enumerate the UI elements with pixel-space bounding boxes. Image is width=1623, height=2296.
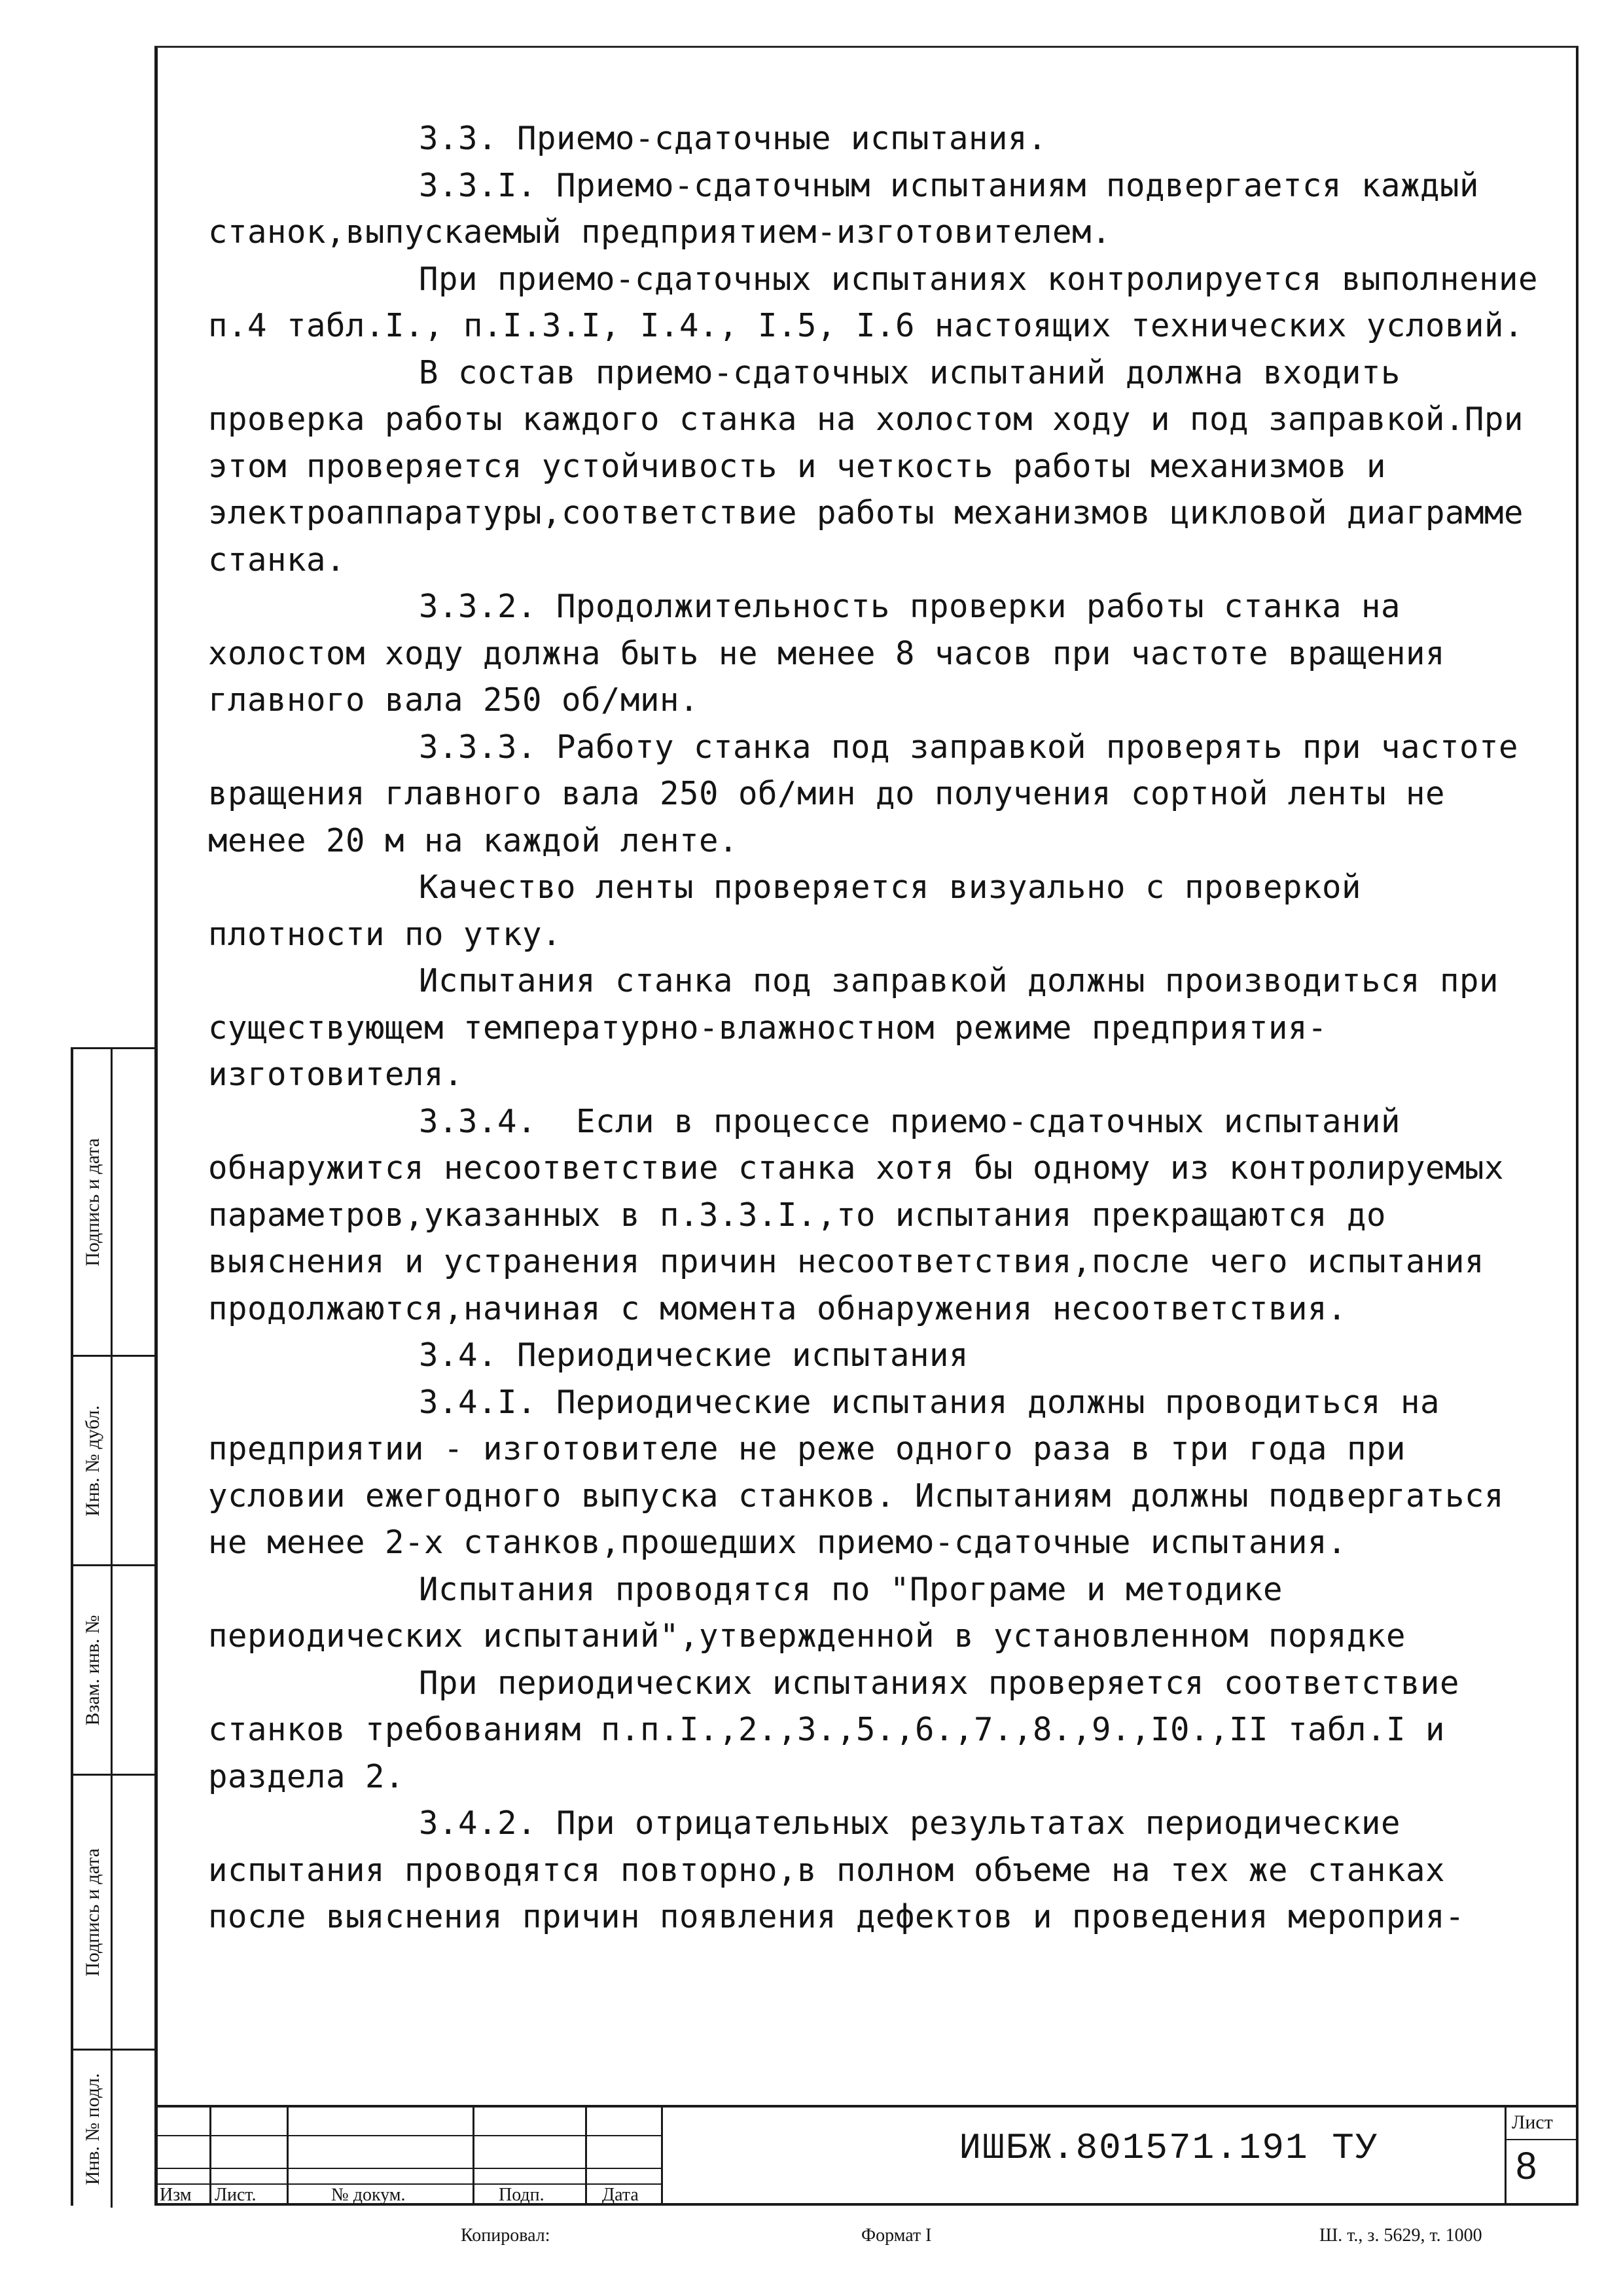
col-label-change: Изм (160, 2185, 192, 2205)
side-cell-orig-inv (73, 2051, 154, 2208)
paragraph: 3.3.2. Продолжительность проверки работы станка на холостом ходу должна быть не менее 8 часов при частоте вращения главного вала 250 об/мин. (208, 588, 1465, 719)
col-label-date: Дата (602, 2185, 639, 2205)
sheet-box (1505, 2108, 1578, 2203)
footer-format: Формат I (861, 2225, 932, 2246)
paragraph: В состав приемо-сдаточных испытаний должна входить проверка работы каждого станка на холостом ходу и под заправкой.При этом проверяется устойчивость и четкость работы механизмов и электроаппаратуры,соответствие работы механизмов цикловой диаграмме станка. (208, 353, 1544, 579)
document-code: ИШБЖ.801571.191 ТУ (959, 2127, 1379, 2169)
side-cell-signature-date-2 (73, 1776, 154, 2051)
paragraph: Испытания станка под заправкой должны производиться при существующем температурно-влажностном режиме предприятия-изготовителя. (208, 962, 1519, 1093)
side-cell-dup-inv (73, 1357, 154, 1566)
side-label: Взам. инв. № (82, 1614, 103, 1726)
sheet-number: 8 (1516, 2145, 1537, 2187)
paragraph: Качество ленты проверяется визуально с проверкой плотности по утку. (208, 869, 1382, 953)
side-label: Подпись и дата (82, 1848, 103, 1977)
paragraph: Испытания проводятся по "Програме и методике периодических испытаний",утвержденной в установленном порядке (208, 1570, 1406, 1655)
sheet-label: Лист (1512, 2111, 1553, 2133)
paragraph: 3.4.2. При отрицательных результатах периодические испытания проводятся повторно,в полном объеме на тех же станках после выяснения причин появления дефектов и проведения мероприя- (208, 1804, 1465, 1935)
paragraph: 3.3.4. Если в процессе приемо-сдаточных испытаний обнаружится несоответствие станка хотя бы одному из контролируемых параметров,указанных в п.3.3.I.,то испытания прекращаются до выяснения и устранения причин несоответствия,после чего испытания продолжаются,начиная с момента обнаружения несоответствия. (208, 1102, 1524, 1327)
paragraph: При приемо-сдаточных испытаниях контролируется выполнение п.4 табл.I., п.I.3.I, I.4., I.5, I.6 настоящих технических условий. (208, 260, 1558, 344)
footer-copied: Копировал: (461, 2225, 550, 2246)
col-label-signature: Подп. (499, 2185, 544, 2205)
side-cell-signature-date (73, 1049, 154, 1357)
title-block (154, 2105, 1578, 2206)
side-label: Подпись и дата (82, 1138, 103, 1266)
paragraph: При периодических испытаниях проверяется соответствие станков требованиям п.п.I.,2.,3.,5.,6.,7.,8.,9.,I0.,II табл.I и раздела 2. (208, 1664, 1480, 1795)
side-stamp-column (71, 1047, 154, 2206)
section-heading-3-3: 3.3. Приемо-сдаточные испытания. (419, 120, 1048, 157)
side-cell-replace-inv (73, 1566, 154, 1776)
section-heading-3-4: 3.4. Периодические испытания (419, 1336, 969, 1374)
col-label-sheet: Лист. (215, 2185, 257, 2205)
document-body (208, 115, 1556, 1941)
side-label: Инв. № дубл. (82, 1405, 103, 1516)
paragraph: 3.3.3. Работу станка под заправкой проверять при частоте вращения главного вала 250 об/мин до получения сортной ленты не менее 20 м на каждой ленте. (208, 728, 1539, 859)
paragraph: 3.3.I. Приемо-сдаточным испытаниям подвергается каждый станок,выпускаемый предприятием-изготовителем. (208, 166, 1499, 251)
footer-print-info: Ш. т., з. 5629, т. 1000 (1319, 2225, 1482, 2246)
side-label: Инв. № подл. (82, 2073, 103, 2185)
col-label-doc-no: № докум. (331, 2185, 406, 2205)
paragraph: 3.4.I. Периодические испытания должны проводиться на предприятии - изготовителе не реже одного раза в три года при условии ежегодного выпуска станков. Испытаниям должны подвергаться не менее 2-х станков,прошедших приемо-сдаточные испытания. (208, 1383, 1524, 1561)
